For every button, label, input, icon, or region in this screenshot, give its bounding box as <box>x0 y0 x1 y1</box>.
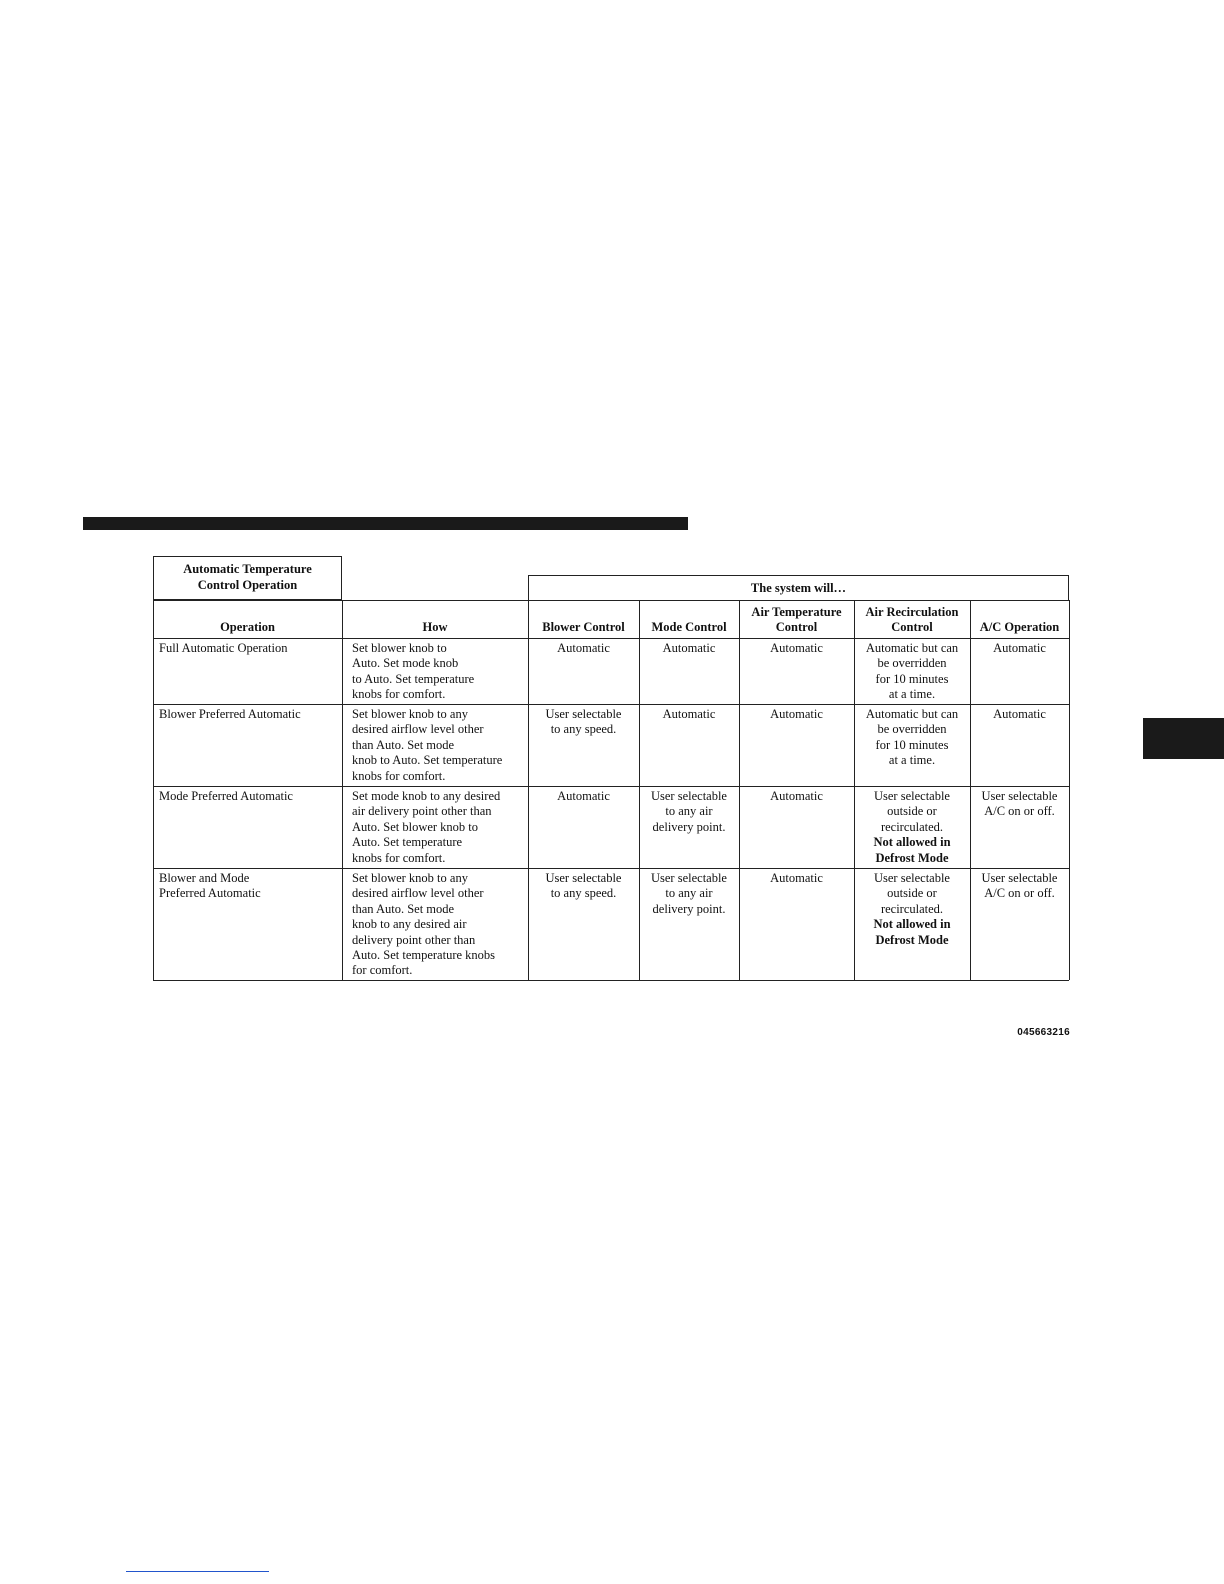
header-blower-label: Blower Control <box>542 620 625 634</box>
cell-line: User selectable <box>981 789 1058 803</box>
row-2-air-temp-cell <box>739 704 854 786</box>
row-2-mode-cell <box>639 704 739 786</box>
row-4-operation-cell <box>153 868 342 980</box>
header-ac-label: A/C Operation <box>979 620 1060 634</box>
cell-line: at a time. <box>888 753 936 768</box>
cell-line: for 10 minutes <box>875 671 949 686</box>
row-3-recirc-cell <box>854 786 970 868</box>
table-bottom-line <box>153 980 1069 981</box>
cell-line: delivery point. <box>652 901 726 916</box>
cell-line: desired airflow level other <box>352 886 484 901</box>
cell-line: Blower and Mode <box>159 871 250 885</box>
row-2-ac-cell <box>970 704 1069 786</box>
cell-line: Set blower knob to any <box>352 707 468 721</box>
cell-line: User selectable <box>981 871 1058 885</box>
cell-line: A/C on or off. <box>984 886 1055 901</box>
cell-line: Automatic <box>770 871 823 885</box>
cell-line: than Auto. Set mode <box>352 901 455 916</box>
cell-line: to any air <box>665 804 713 819</box>
cell-line: User selectable <box>545 707 622 721</box>
row-3-how-cell <box>342 786 528 868</box>
header-air-recirculation-control <box>854 600 970 638</box>
cell-line: Automatic <box>662 641 716 655</box>
row-3-ac-cell <box>970 786 1069 868</box>
cell-line: Automatic <box>770 789 823 803</box>
cell-line: Automatic <box>993 641 1046 655</box>
system-will-header: The system will… <box>528 575 1069 601</box>
header-mode-control <box>639 600 739 638</box>
header-mode-label: Mode Control <box>651 620 727 634</box>
bottom-link-line <box>126 1571 269 1572</box>
cell-line: for comfort. <box>352 963 413 978</box>
cell-line: be overridden <box>877 656 947 671</box>
row-1-air-temp-cell <box>739 638 854 704</box>
cell-line: Automatic <box>993 707 1046 721</box>
cell-line: Mode Preferred Automatic <box>159 789 293 803</box>
header-air-temperature-control <box>739 600 854 638</box>
row-3-mode-cell <box>639 786 739 868</box>
cell-line-bold: Not allowed in <box>873 835 951 850</box>
row-2-recirc-cell <box>854 704 970 786</box>
row-1-how-cell <box>342 638 528 704</box>
row-3-air-temp-cell <box>739 786 854 868</box>
cell-line: Automatic <box>557 641 610 655</box>
cell-line: Auto. Set temperature knobs <box>352 948 496 963</box>
row-3-blower-cell <box>528 786 639 868</box>
header-operation <box>153 600 342 638</box>
cell-line: Automatic <box>557 789 610 803</box>
cell-line: User selectable <box>873 871 950 885</box>
cell-line: Automatic but can <box>865 707 959 721</box>
cell-line: delivery point. <box>652 819 726 834</box>
header-how-label: How <box>422 620 448 634</box>
cell-line: air delivery point other than <box>352 804 492 819</box>
cell-line: be overridden <box>877 722 947 737</box>
cell-line-bold: Defrost Mode <box>875 932 949 947</box>
header-how <box>342 600 528 638</box>
table-title <box>153 556 342 600</box>
cell-line-bold: Not allowed in <box>873 917 951 932</box>
header-air-temp-label-2: Control <box>775 620 818 634</box>
col-line-7 <box>1069 600 1070 980</box>
cell-line: User selectable <box>650 871 727 885</box>
cell-line: User selectable <box>545 871 622 885</box>
row-1-operation-cell <box>153 638 342 704</box>
cell-line: Automatic <box>770 707 823 721</box>
cell-line: Automatic but can <box>865 641 959 655</box>
cell-line-bold: Defrost Mode <box>875 850 949 865</box>
cell-line: to any air <box>665 886 713 901</box>
row-2-operation-cell <box>153 704 342 786</box>
row-2-how-cell <box>342 704 528 786</box>
row-1-mode-cell <box>639 638 739 704</box>
cell-line: to any speed. <box>550 886 617 901</box>
cell-line: Blower Preferred Automatic <box>159 707 301 721</box>
cell-line: Auto. Set mode knob <box>352 656 459 671</box>
row-4-how-cell <box>342 868 528 980</box>
cell-line: knob to Auto. Set temperature <box>352 753 503 768</box>
row-4-blower-cell <box>528 868 639 980</box>
cell-line: knob to any desired air <box>352 917 467 932</box>
cell-line: knobs for comfort. <box>352 850 446 865</box>
row-1-recirc-cell <box>854 638 970 704</box>
row-4-air-temp-cell <box>739 868 854 980</box>
cell-line: Full Automatic Operation <box>159 641 288 655</box>
cell-line: knobs for comfort. <box>352 768 446 783</box>
cell-line: for 10 minutes <box>875 737 949 752</box>
header-operation-label: Operation <box>220 620 275 634</box>
row-1-ac-cell <box>970 638 1069 704</box>
cell-line: Automatic <box>770 641 823 655</box>
table-title-line-1: Automatic Temperature <box>183 562 312 576</box>
cell-line: Auto. Set blower knob to <box>352 819 479 834</box>
cell-line: desired airflow level other <box>352 722 484 737</box>
figure-id: 045663216 <box>1017 1027 1070 1038</box>
row-4-ac-cell <box>970 868 1069 980</box>
cell-line: A/C on or off. <box>984 804 1055 819</box>
cell-line: delivery point other than <box>352 932 476 947</box>
header-air-temp-label-1: Air Temperature <box>751 605 842 619</box>
cell-line: Set blower knob to any <box>352 871 468 885</box>
cell-line: User selectable <box>873 789 950 803</box>
cell-line: User selectable <box>650 789 727 803</box>
cell-line: Preferred Automatic <box>159 886 261 901</box>
cell-line: knobs for comfort. <box>352 687 446 702</box>
cell-line: Set blower knob to <box>352 641 447 655</box>
row-2-blower-cell <box>528 704 639 786</box>
cell-line: recirculated. <box>880 819 944 834</box>
header-recirc-label-1: Air Recirculation <box>865 605 959 619</box>
header-blower-control <box>528 600 639 638</box>
cell-line: Auto. Set temperature <box>352 835 463 850</box>
row-1-blower-cell <box>528 638 639 704</box>
cell-line: recirculated. <box>880 901 944 916</box>
cell-line: Set mode knob to any desired <box>352 789 501 803</box>
cell-line: to Auto. Set temperature <box>352 671 475 686</box>
cell-line: Automatic <box>662 707 716 721</box>
cell-line: than Auto. Set mode <box>352 737 455 752</box>
cell-line: outside or <box>887 886 937 901</box>
header-recirc-label-2: Control <box>891 620 933 634</box>
header-ac-operation <box>970 600 1069 638</box>
row-4-recirc-cell <box>854 868 970 980</box>
table-title-line-2: Control Operation <box>197 578 298 592</box>
cell-line: to any speed. <box>550 722 617 737</box>
row-3-operation-cell <box>153 786 342 868</box>
cell-line: at a time. <box>888 687 936 702</box>
row-4-mode-cell <box>639 868 739 980</box>
cell-line: outside or <box>887 804 937 819</box>
